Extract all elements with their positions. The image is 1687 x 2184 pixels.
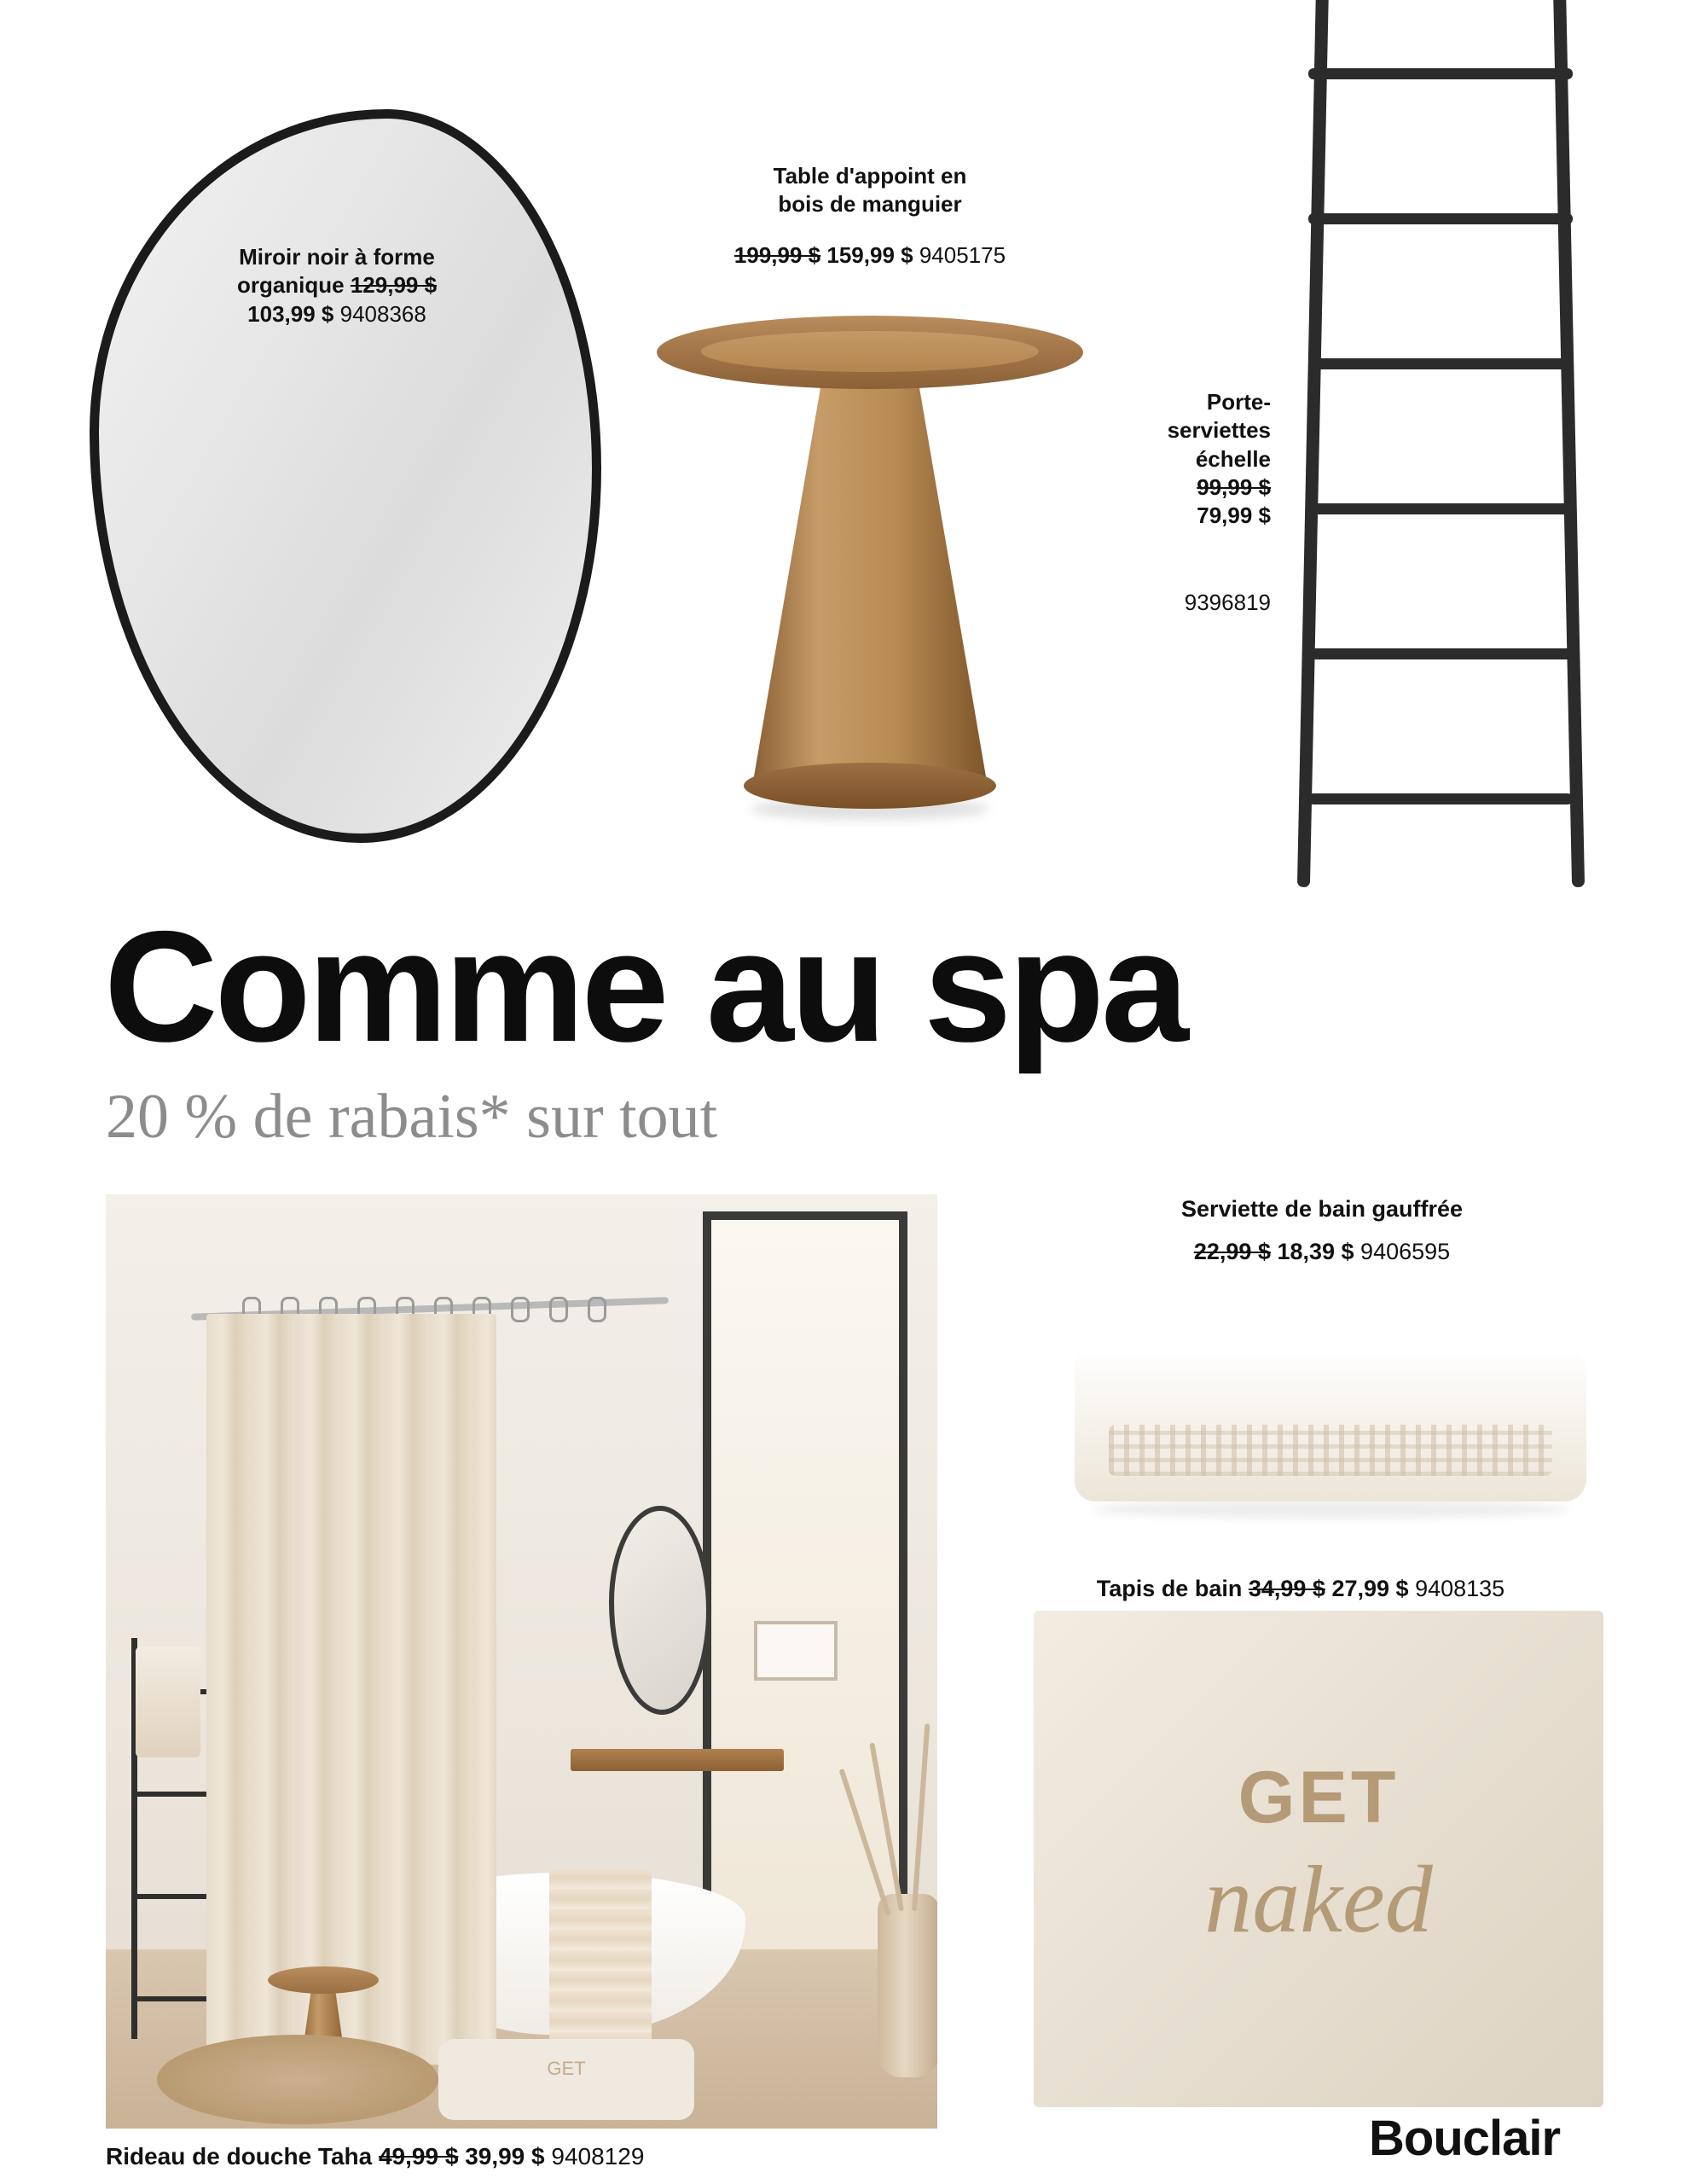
scene-shower-curtain — [206, 1314, 496, 2065]
bath-mat-embroidery-line1: GET — [1238, 1757, 1400, 1838]
brand-logo: Bouclair — [1369, 2111, 1561, 2166]
bath-towel-shadow — [1092, 1500, 1569, 1519]
bathroom-scene-photo — [106, 1194, 937, 2129]
mirror-name-line1: Miroir noir à forme — [239, 244, 435, 270]
side-table-new-price: 159,99 $ — [826, 242, 913, 268]
side-table-column — [752, 360, 988, 787]
scene-small-towel — [136, 1647, 200, 1757]
bath-towel-product-image — [1058, 1314, 1603, 1553]
scene-vase — [878, 1894, 937, 2077]
scene-bath-mat-text: GET — [547, 2058, 586, 2079]
page-subtitle: 20 % de rabais* sur tout — [106, 1082, 718, 1152]
bath-mat-caption — [981, 1574, 1620, 1604]
scene-bath-mat — [438, 2039, 694, 2120]
bath-towel-waffle-texture — [1109, 1425, 1552, 1476]
side-table-old-price: 199,99 $ — [733, 242, 821, 268]
towel-ladder-name-line3: échelle — [1195, 445, 1271, 472]
bath-mat-product-image — [1034, 1611, 1603, 2107]
scene-round-rug — [157, 2035, 438, 2124]
bath-mat-old-price: 34,99 $ — [1248, 1576, 1325, 1601]
bath-mat-embroidery-line2: naked — [1204, 1847, 1433, 1953]
bath-towel-old-price: 22,99 $ — [1193, 1239, 1271, 1264]
shower-curtain-name: Rideau de douche Taha — [106, 2143, 373, 2169]
side-table-name-line2: bois de manguier — [778, 191, 962, 218]
mirror-product-image — [90, 109, 601, 843]
side-table-top-inner — [701, 331, 1039, 372]
towel-ladder-name-line1: Porte- — [1206, 389, 1271, 415]
curtain-ring — [511, 1297, 530, 1322]
ladder-rung — [1308, 503, 1573, 514]
mirror-name-line2: organique — [236, 272, 345, 299]
bath-mat-sku: 9408135 — [1415, 1576, 1505, 1601]
ladder-rung — [1308, 358, 1573, 369]
bath-mat-new-price: 27,99 $ — [1331, 1576, 1409, 1601]
side-table-top — [657, 316, 1083, 389]
ladder-rung — [1308, 793, 1573, 804]
side-table-base — [744, 763, 996, 809]
ladder-rung — [1308, 68, 1573, 79]
mirror-old-price: 129,99 $ — [350, 272, 438, 299]
side-table-caption — [648, 162, 1092, 219]
ladder-rail-right — [1553, 0, 1585, 887]
bath-mat-name: Tapis de bain — [1096, 1576, 1243, 1601]
shower-curtain-old-price: 49,99 $ — [378, 2143, 459, 2169]
side-table-price-line — [648, 241, 1092, 270]
shower-curtain-caption — [106, 2141, 644, 2172]
side-table-sku: 9405175 — [919, 242, 1006, 268]
towel-ladder-name-line2: serviettes — [1167, 417, 1271, 444]
scene-shelf — [571, 1749, 784, 1771]
towel-ladder-new-price: 79,99 $ — [1197, 502, 1271, 529]
page-title: Comme au spa — [104, 899, 1186, 1075]
side-table-name-line1: Table d'appoint en — [773, 163, 967, 189]
mirror-sku: 9408368 — [339, 300, 426, 327]
towel-ladder-sku: 9396819 — [1184, 590, 1271, 615]
scene-window — [703, 1211, 907, 1979]
mirror-shape — [90, 109, 601, 843]
towel-ladder-old-price: 99,99 $ — [1197, 473, 1271, 500]
side-table-product-image — [648, 307, 1092, 836]
scene-stool-top — [268, 1966, 379, 1994]
scene-picture-frame — [754, 1621, 838, 1681]
curtain-ring — [549, 1297, 568, 1322]
ladder-rung — [1308, 648, 1573, 659]
shower-curtain-sku: 9408129 — [551, 2143, 645, 2169]
bath-towel-name: Serviette de bain gauffrée — [1180, 1196, 1464, 1222]
bath-towel-new-price: 18,39 $ — [1277, 1239, 1354, 1264]
towel-ladder-product-image — [1288, 0, 1595, 896]
shower-curtain-new-price: 39,99 $ — [465, 2143, 545, 2169]
mirror-new-price: 103,99 $ — [247, 300, 334, 327]
curtain-ring — [588, 1297, 606, 1322]
ladder-rung — [1308, 213, 1573, 224]
towel-ladder-caption — [1058, 388, 1271, 530]
ladder-rail-left — [1297, 0, 1329, 887]
bath-towel-sku: 9406595 — [1360, 1239, 1451, 1264]
bath-towel-price-line — [1023, 1237, 1620, 1267]
mirror-caption — [171, 243, 503, 328]
